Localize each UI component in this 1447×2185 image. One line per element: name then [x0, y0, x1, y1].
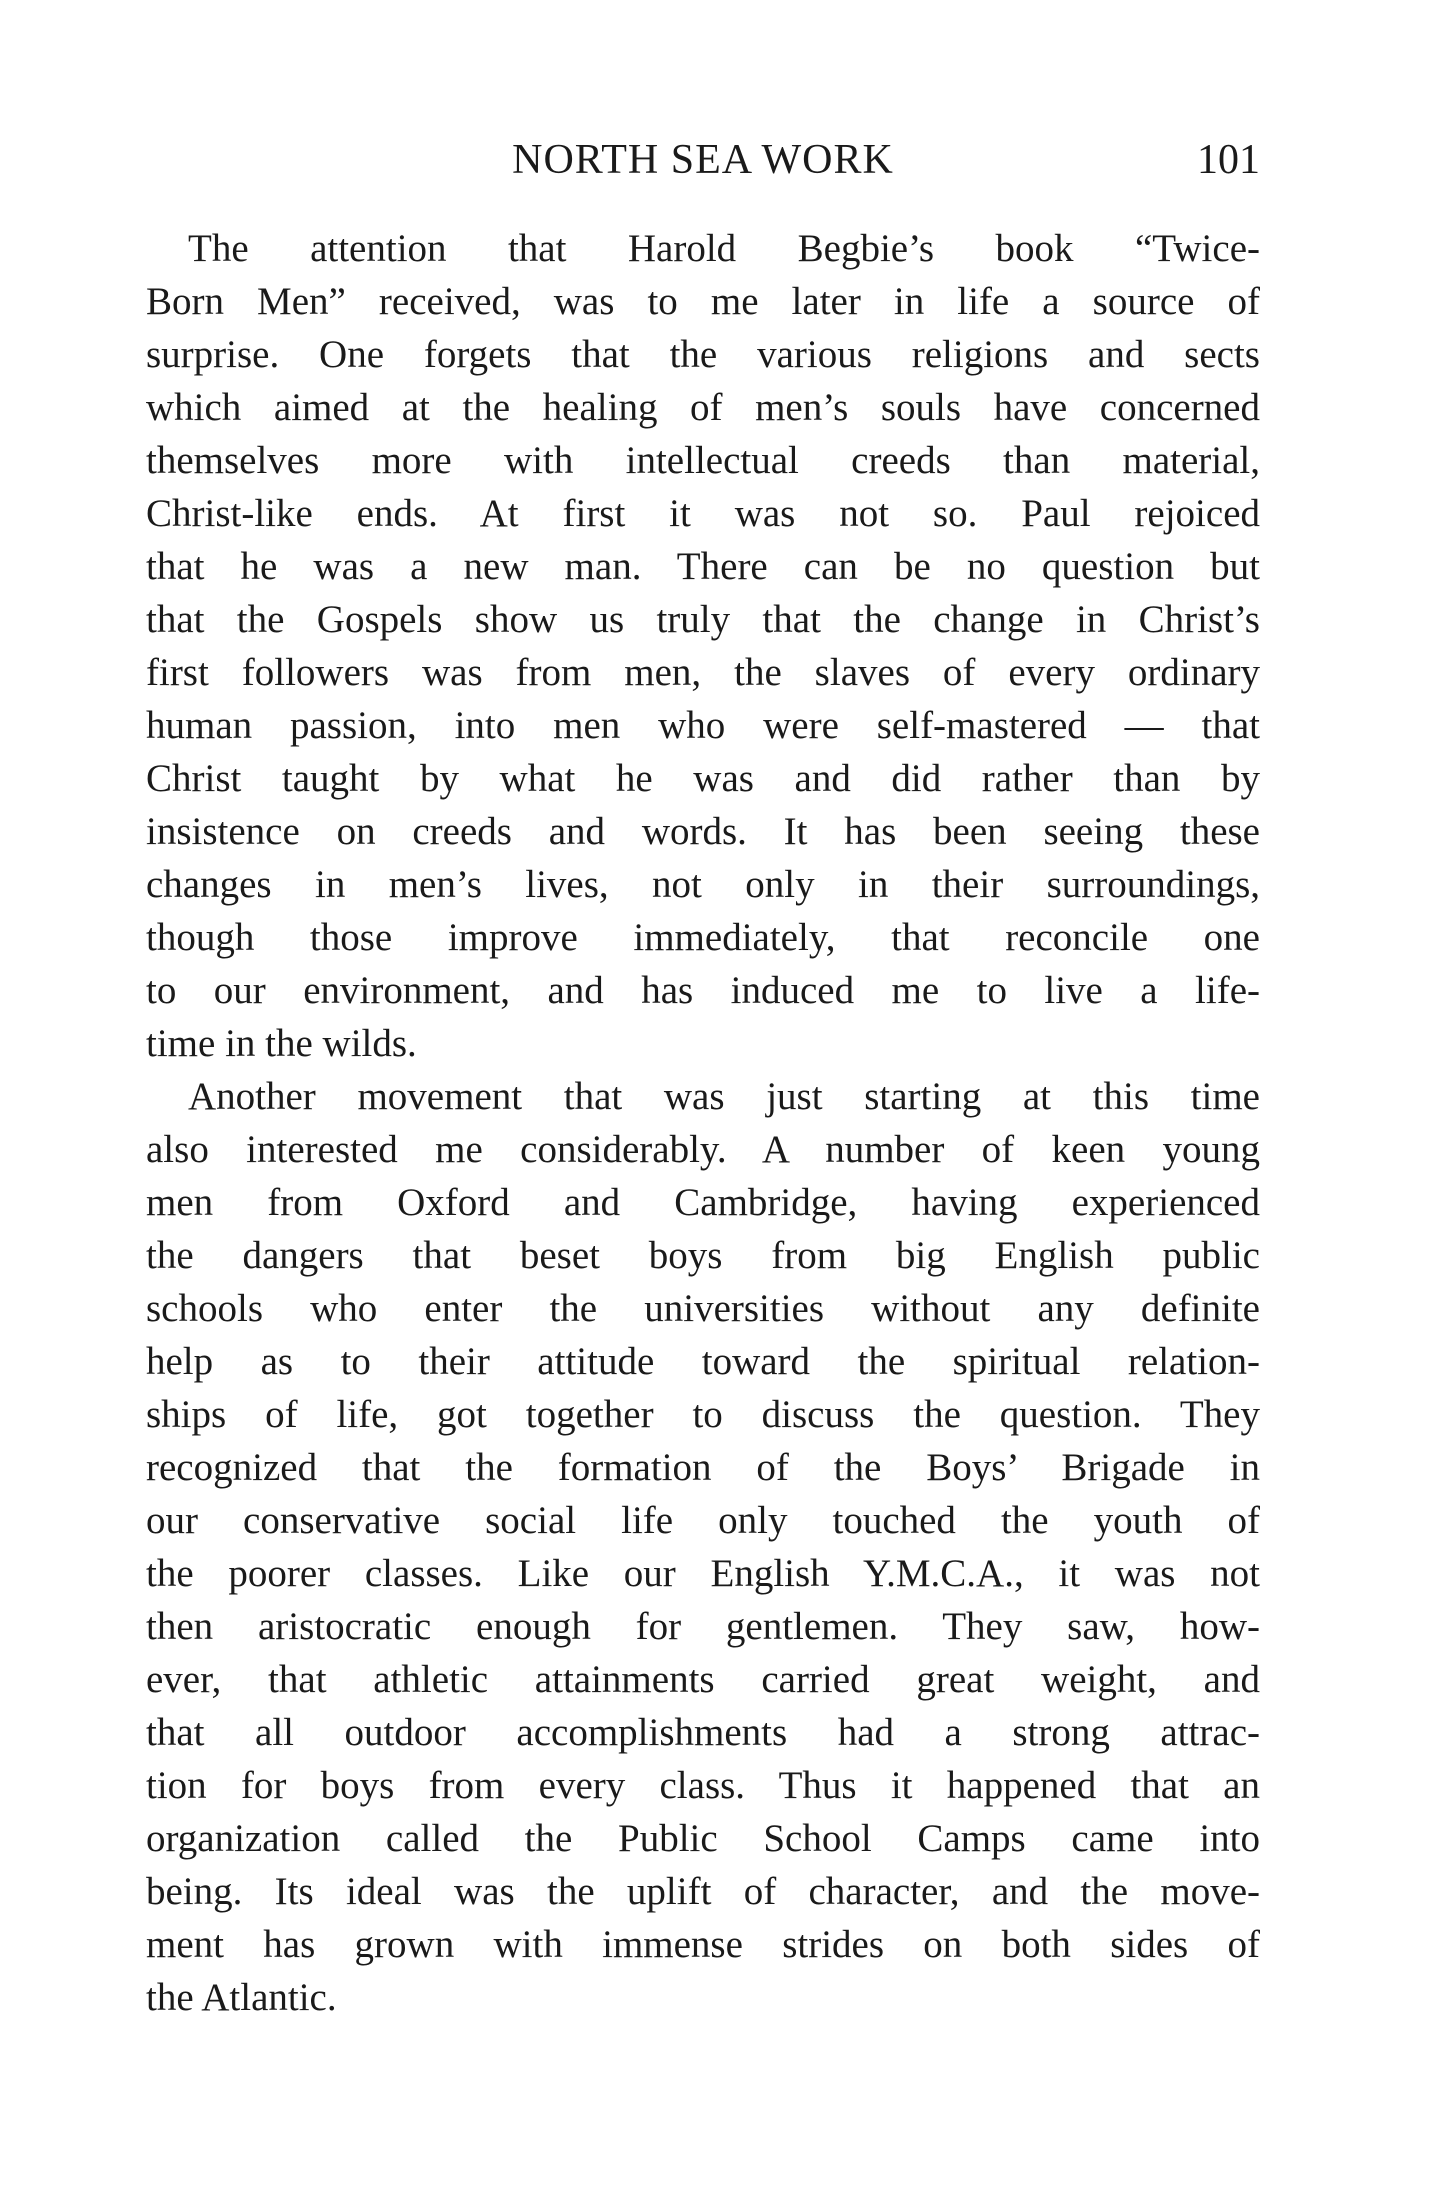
body-text	[146, 222, 1260, 2024]
text-line: surprise. One forgets that the various religions and sects	[146, 333, 1260, 376]
paragraph-2	[146, 1070, 1260, 2024]
text-line: the Atlantic.	[146, 1976, 337, 2019]
text-line: then aristocratic enough for gentlemen. They saw, how-	[146, 1605, 1260, 1648]
text-line: that the Gospels show us truly that the change in Christ’s	[146, 598, 1260, 641]
text-line: men from Oxford and Cambridge, having experienced	[146, 1181, 1260, 1224]
text-line: to our environment, and has induced me to live a life-	[146, 969, 1260, 1012]
text-line: time in the wilds.	[146, 1022, 417, 1065]
text-line: changes in men’s lives, not only in their surroundings,	[146, 863, 1260, 906]
text-line: insistence on creeds and words. It has been seeing these	[146, 810, 1260, 853]
text-line: Another movement that was just starting at this time	[188, 1075, 1260, 1118]
text-line: ships of life, got together to discuss the question. They	[146, 1393, 1260, 1436]
running-head	[146, 132, 1260, 188]
text-line: ever, that athletic attainments carried great weight, and	[146, 1658, 1260, 1701]
page-number: 101	[1197, 137, 1260, 183]
text-line: tion for boys from every class. Thus it happened that an	[146, 1764, 1260, 1807]
text-line: that all outdoor accomplishments had a strong attrac-	[146, 1711, 1260, 1754]
text-line: our conservative social life only touched the youth of	[146, 1499, 1260, 1542]
text-line: the dangers that beset boys from big English public	[146, 1234, 1260, 1277]
running-title: NORTH SEA WORK	[512, 137, 894, 183]
text-line: first followers was from men, the slaves of every ordinary	[146, 651, 1260, 694]
text-line: Christ taught by what he was and did rather than by	[146, 757, 1260, 800]
text-line: The attention that Harold Begbie’s book “Twice-	[188, 227, 1260, 270]
text-line: which aimed at the healing of men’s souls have concerned	[146, 386, 1260, 429]
text-line: the poorer classes. Like our English Y.M.C.A., it was not	[146, 1552, 1260, 1595]
text-line: recognized that the formation of the Boys’ Brigade in	[146, 1446, 1260, 1489]
text-line: human passion, into men who were self-mastered — that	[146, 704, 1260, 747]
text-line: being. Its ideal was the uplift of character, and the move-	[146, 1870, 1260, 1913]
text-line: that he was a new man. There can be no question but	[146, 545, 1260, 588]
text-line: themselves more with intellectual creeds than material,	[146, 439, 1260, 482]
text-line: Born Men” received, was to me later in life a source of	[146, 280, 1260, 323]
paragraph-1	[146, 222, 1260, 1070]
text-line: schools who enter the universities without any definite	[146, 1287, 1260, 1330]
text-line: organization called the Public School Camps came into	[146, 1817, 1260, 1860]
text-line: help as to their attitude toward the spiritual relation-	[146, 1340, 1260, 1383]
text-line: though those improve immediately, that reconcile one	[146, 916, 1260, 959]
text-line: ment has grown with immense strides on both sides of	[146, 1923, 1260, 1966]
text-line: Christ-like ends. At first it was not so. Paul rejoiced	[146, 492, 1260, 535]
text-line: also interested me considerably. A number of keen young	[146, 1128, 1260, 1171]
